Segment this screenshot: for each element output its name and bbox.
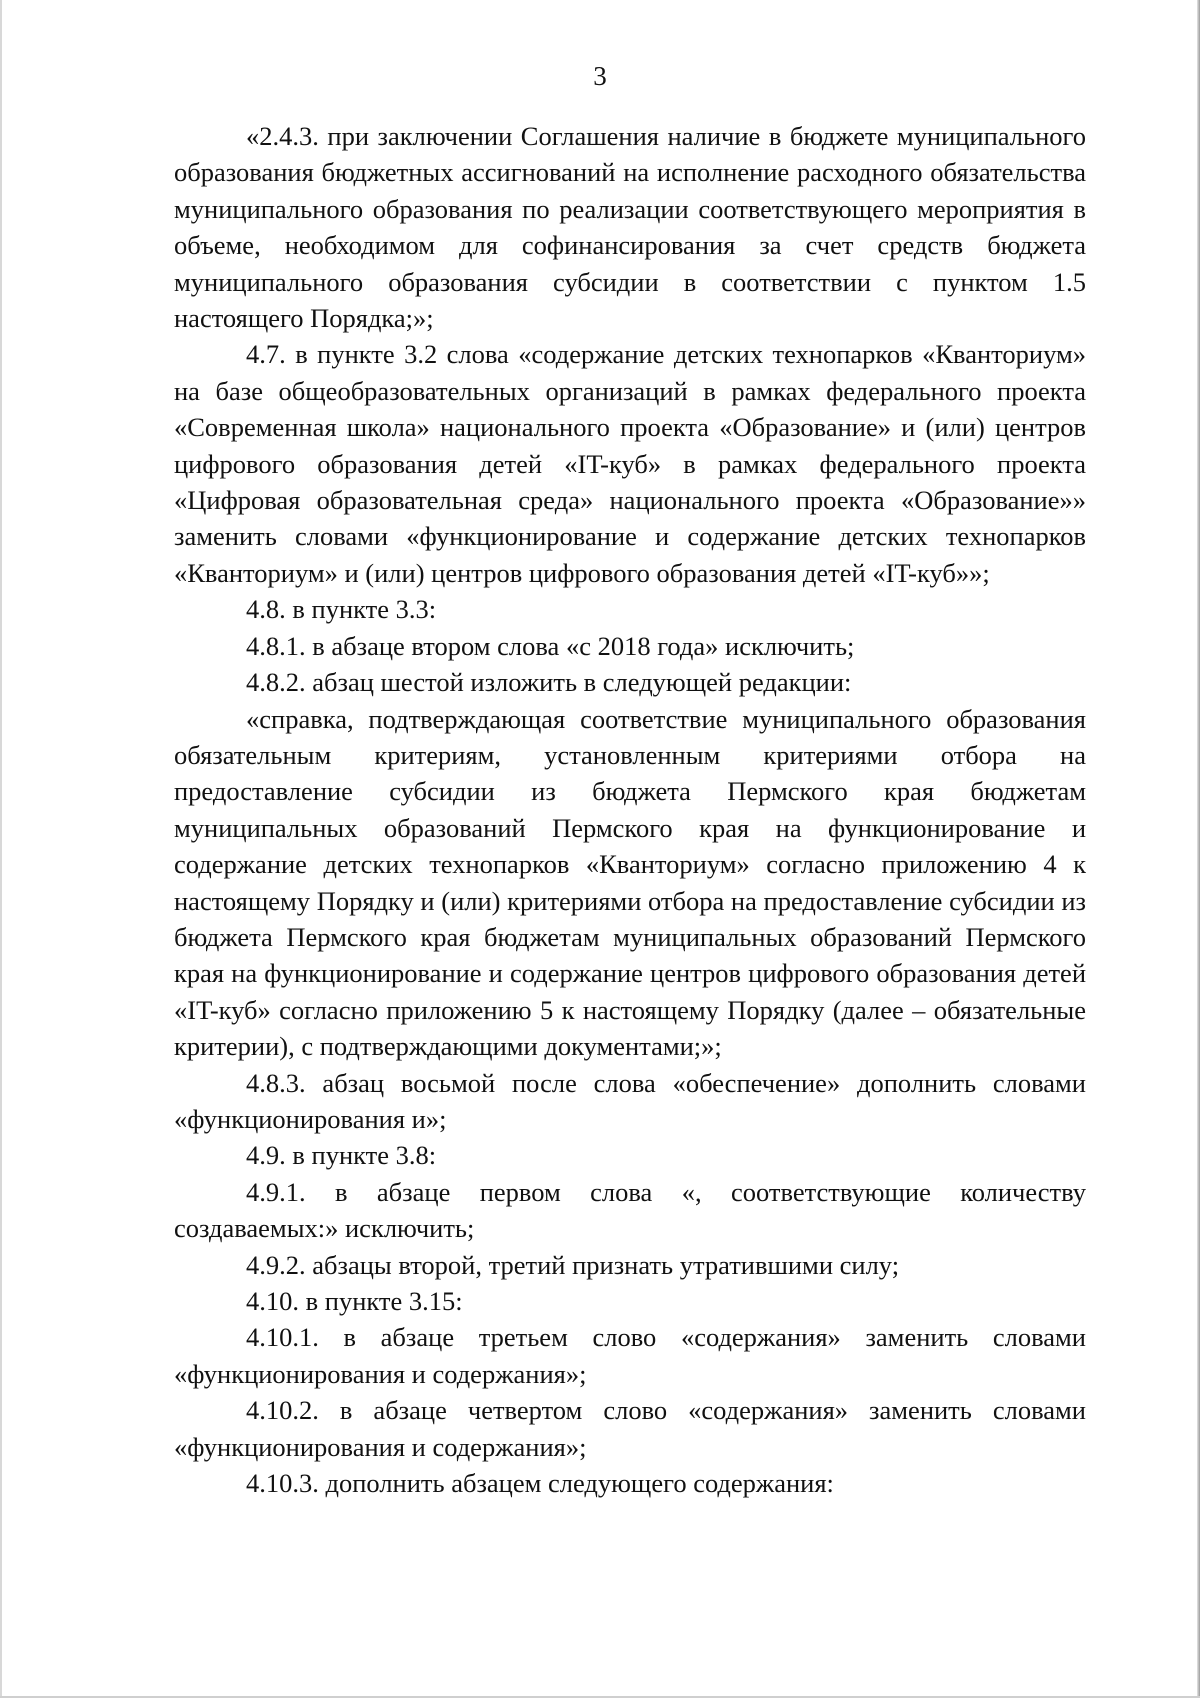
paragraph-4-8-3: 4.8.3. абзац восьмой после слова «обеспечение» дополнить словами «функционирования и»;	[174, 1067, 1086, 1134]
scan-edge-left	[0, 0, 2, 1698]
paragraph-4-10-3: 4.10.3. дополнить абзацем следующего содержания:	[246, 1468, 834, 1499]
page-number: 3	[593, 61, 607, 91]
paragraph-4-10: 4.10. в пункте 3.15:	[246, 1286, 463, 1316]
paragraph-4-8-2: 4.8.2. абзац шестой изложить в следующей редакции:	[246, 667, 852, 698]
paragraph-4-7: 4.7. в пункте 3.2 слова «содержание детских технопарков «Кванториум» на базе общеобразовательных организаций в рамках федерального проекта «Современная школа» национального проекта «Образование» и (или) центров цифрового образования детей «IT-куб» в рамках федерального проекта «Цифровая образовательная среда» национального проекта «Образование»» заменить словами «функционирование и содержание детских технопарков «Кванториум» и (или) центров цифрового образования детей «IT-куб»»;	[174, 339, 1086, 588]
document-body	[174, 118, 1086, 1501]
paragraph-2-4-3: «2.4.3. при заключении Соглашения наличие в бюджете муниципального образования бюджетных ассигнований на исполнение расходного обязательства муниципального образования по реализации соответствующего мероприятия в объеме, необходимом для софинансирования за счет средств бюджета муниципального образования субсидии в соответствии с пунктом 1.5 настоящего Порядка;»;	[174, 121, 1086, 334]
paragraph-4-10-1: 4.10.1. в абзаце третьем слово «содержания» заменить словами «функционирования и содержания»;	[174, 1322, 1086, 1389]
paragraph-4-9-2: 4.9.2. абзацы второй, третий признать утратившими силу;	[246, 1249, 900, 1280]
paragraph-4-8-1: 4.8.1. в абзаце втором слова «с 2018 года» исключить;	[246, 630, 855, 661]
paragraph-4-10-2: 4.10.2. в абзаце четвертом слово «содержания» заменить словами «функционирования и содержания»;	[174, 1395, 1086, 1462]
paragraph-4-8: 4.8. в пункте 3.3:	[246, 594, 437, 625]
paragraph-4-9-1: 4.9.1. в абзаце первом слова «, соответствующие количеству создаваемых:» исключить;	[174, 1176, 1086, 1244]
paragraph-4-9: 4.9. в пункте 3.8:	[246, 1140, 437, 1171]
paragraph-spravka-quote: «справка, подтверждающая соответствие муниципального образования обязательным критериям, установленным критериями отбора на предоставление субсидии из бюджета Пермского края бюджетам муниципальных образований Пермского края на функционирование и содержание детских технопарков «Кванториум» согласно приложению 4 к настоящему Порядку и (или) критериями отбора на предоставление субсидии из бюджета Пермского края бюджетам муниципальных образований Пермского края на функционирование и содержание центров цифрового образования детей «IT-куб» согласно приложению 5 к настоящему Порядку (далее – обязательные критерии), с подтверждающими документами;»;	[174, 703, 1086, 1062]
